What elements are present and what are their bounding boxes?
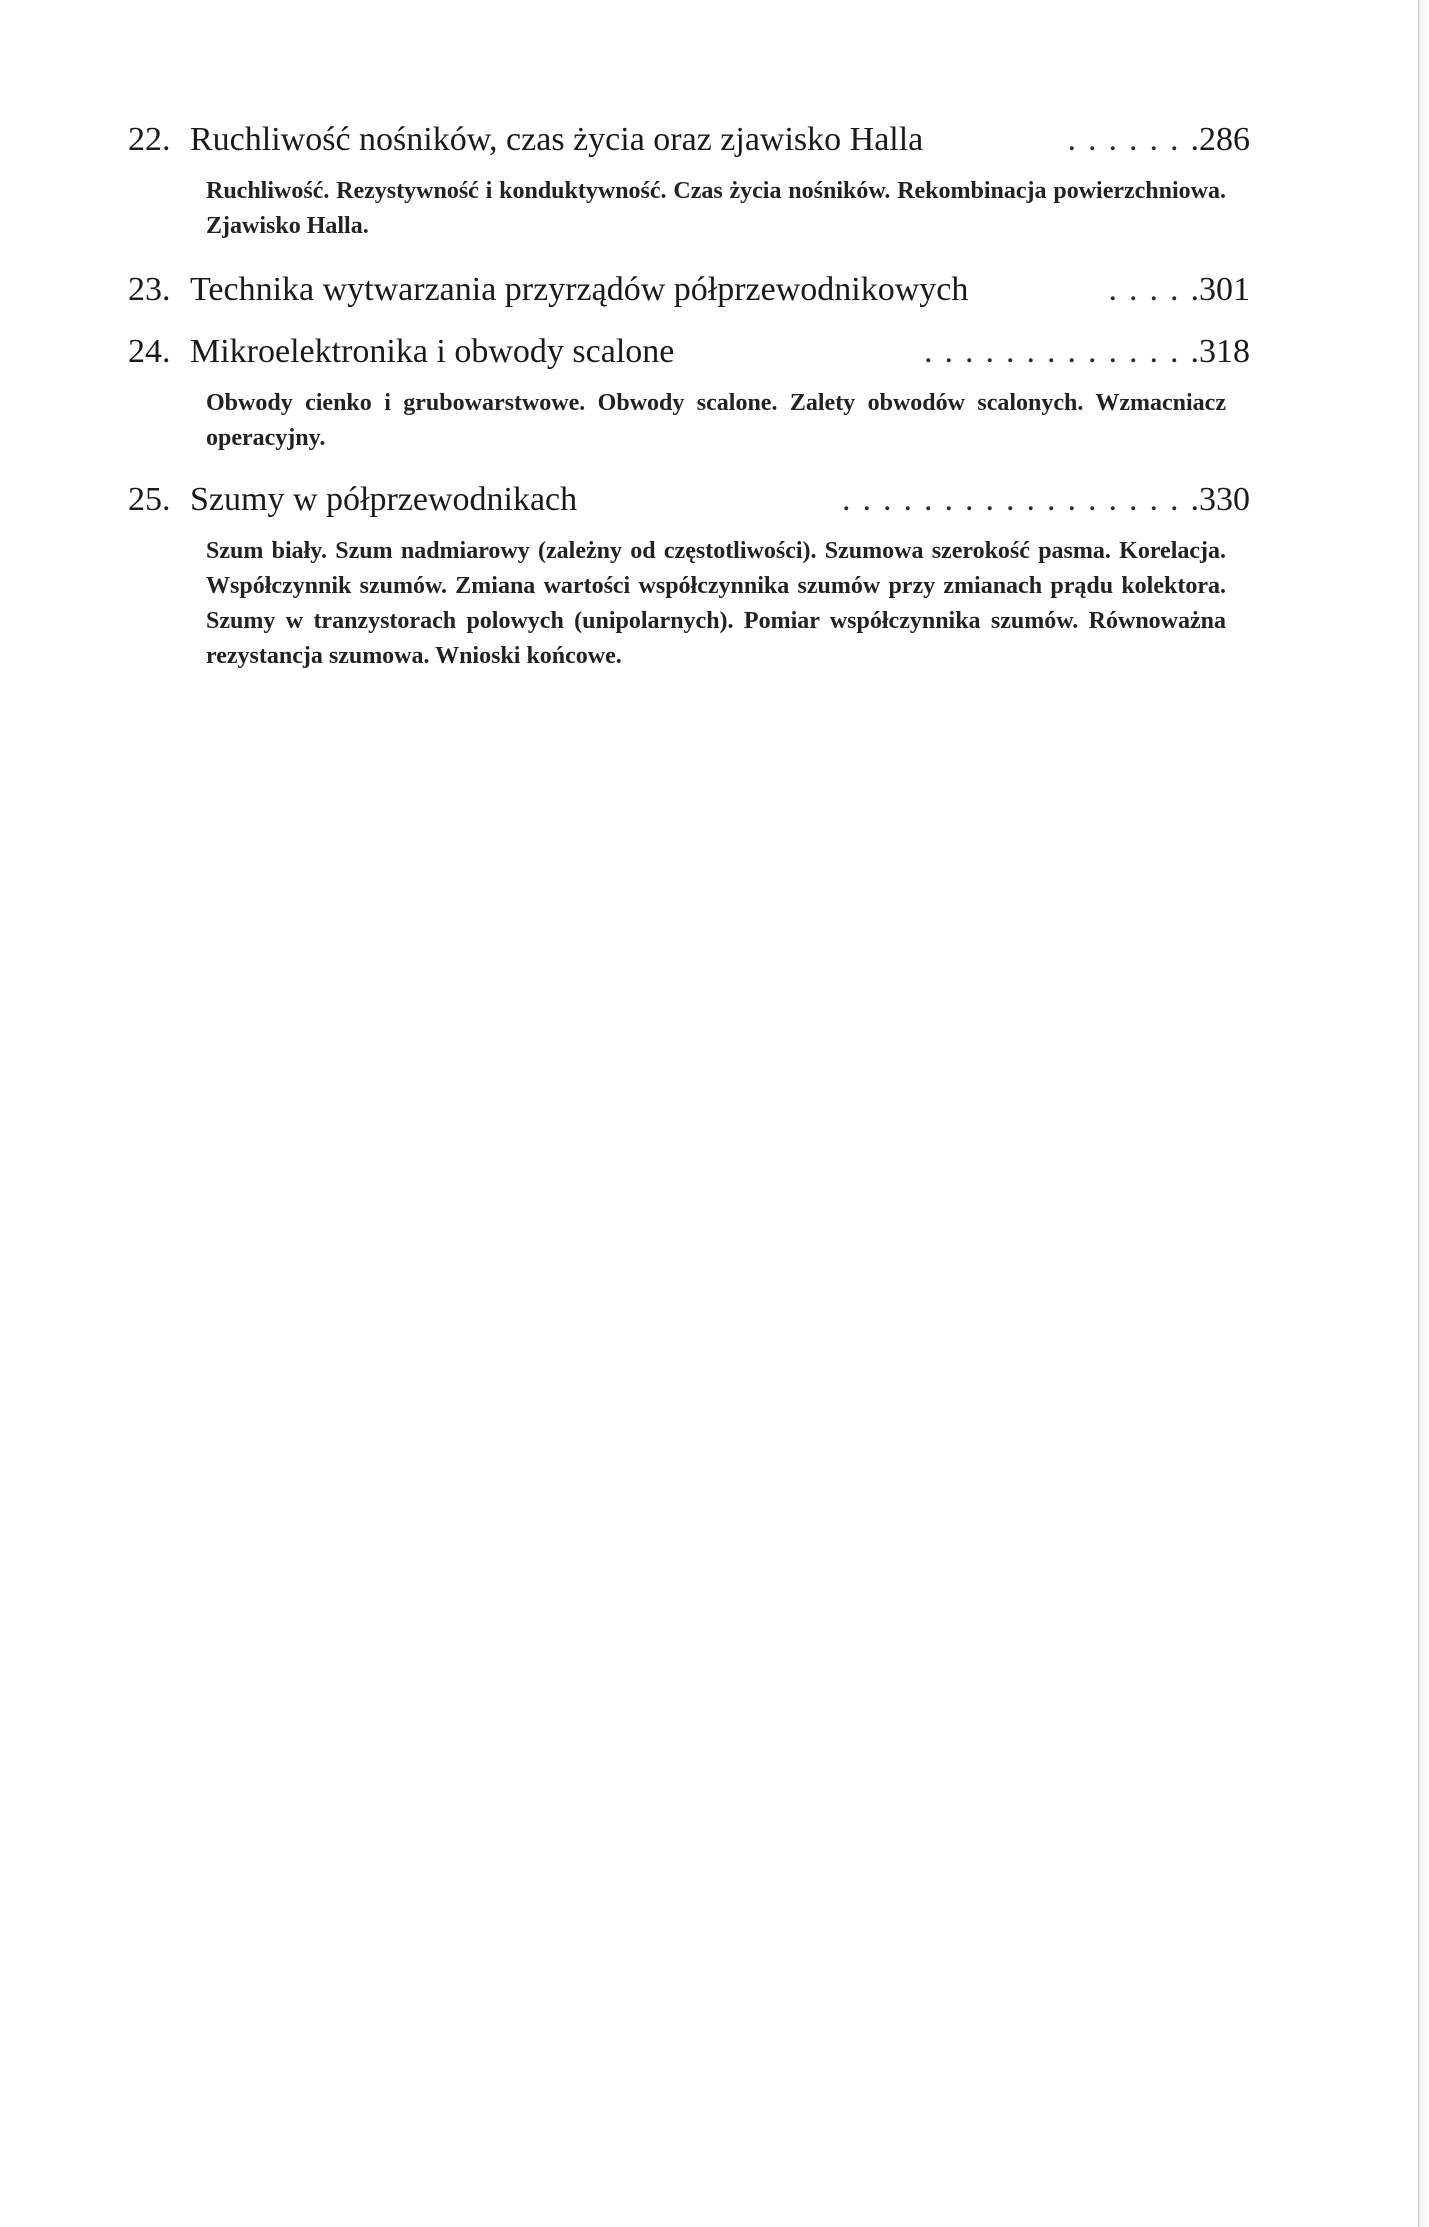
dot-leader: .............	[924, 333, 1191, 370]
chapter-number: 23.	[128, 271, 171, 308]
chapter-number: 22.	[128, 121, 171, 158]
toc-entry-22[interactable]	[128, 118, 1250, 244]
toc-entry-23[interactable]	[128, 268, 1250, 312]
table-of-contents	[128, 118, 1250, 674]
toc-entry-24[interactable]	[128, 330, 1250, 456]
dot-leader: ....	[1108, 271, 1191, 308]
chapter-title: Szumy w półprzewodnikach	[190, 481, 578, 518]
chapter-description: Szum biały. Szum nadmiarowy (zależny od częstotliwości). Szumowa szerokość pasma. Korelacja. Współczynnik szumów. Zmiana wartości współczynnika szumów przy zmianach prądu kolektora. Szumy w tranzystorach polowych (unipolarnych). Pomiar współczynnika szumów. Równoważna rezystancja szumowa. Wnioski końcowe.	[206, 538, 1226, 669]
dot-leader: .................	[842, 481, 1191, 518]
page-edge	[1418, 0, 1429, 2227]
toc-entry-25[interactable]	[128, 478, 1250, 674]
toc-entry-line	[128, 118, 1250, 162]
chapter-title: Technika wytwarzania przyrządów półprzewodnikowych	[190, 271, 969, 308]
dot-leader: ......	[1067, 121, 1191, 158]
chapter-number: 25.	[128, 481, 171, 518]
chapter-title: Ruchliwość nośników, czas życia oraz zjawisko Halla	[190, 121, 924, 158]
page-number: .330	[1190, 481, 1250, 518]
toc-entry-line	[128, 478, 1250, 522]
page-number: .318	[1190, 333, 1250, 370]
chapter-title: Mikroelektronika i obwody scalone	[190, 333, 675, 370]
toc-entry-line	[128, 330, 1250, 374]
chapter-description: Ruchliwość. Rezystywność i konduktywność. Czas życia nośników. Rekombinacja powierzchniowa. Zjawisko Halla.	[206, 178, 1226, 239]
toc-entry-line	[128, 268, 1250, 312]
page-number: .286	[1190, 121, 1250, 158]
chapter-description: Obwody cienko i grubowarstwowe. Obwody scalone. Zalety obwodów scalonych. Wzmacniacz operacyjny.	[206, 390, 1226, 451]
chapter-number: 24.	[128, 333, 171, 370]
page-number: .301	[1190, 271, 1250, 308]
